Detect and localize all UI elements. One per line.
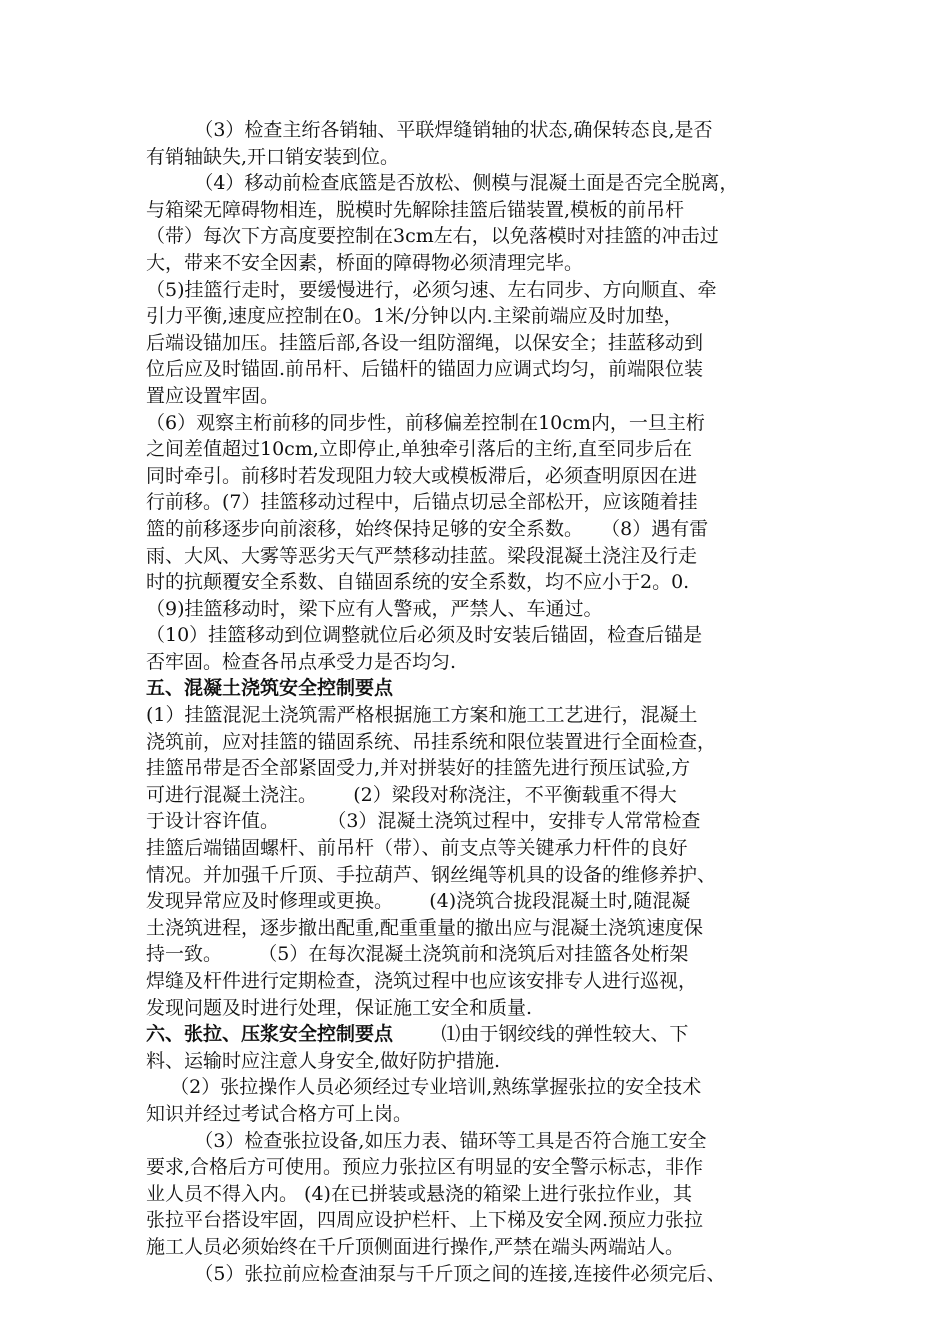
text-line: （3）检查张拉设备,如压力表、锚环等工具是否符合施工安全 (146, 1129, 707, 1152)
text-line: （5）张拉前应检查油泵与千斤顶之间的连接,连接件必须完后、 (146, 1262, 726, 1285)
text-line: 于设计容许值。 （3）混凝土浇筑过程中，安排专人常常检查 (146, 810, 701, 833)
text-line: 张拉平台搭设牢固，四周应设护栏杆、上下梯及安全网.预应力张拉 (146, 1209, 704, 1232)
section-heading: 六、张拉、压浆安全控制要点 (146, 1023, 394, 1046)
text-line: （10）挂篮移动到位调整就位后必须及时安装后锚固，检查后锚是 (146, 624, 703, 647)
text-line: （3）检查主绗各销轴、平联焊缝销轴的状态,确保转态良,是否 (146, 119, 713, 141)
text-line: （2）张拉操作人员必须经过专业培训,熟练掌握张拉的安全技术 (146, 1076, 702, 1099)
text-run: ⑴由于钢绞线的弹性较大、下 (393, 1023, 689, 1046)
text-line: （9)挂篮移动时，梁下应有人警戒，严禁人、车通过。 (146, 597, 603, 620)
text-line: （4）移动前检查底篮是否放松、侧模与混凝土面是否完全脱离， (146, 172, 739, 195)
text-line (146, 1021, 810, 1048)
text-line: 知识并经过考试合格方可上岗。 (146, 1102, 413, 1125)
text-line: （带）每次下方高度要控制在3cm左右，以免落模时对挂篮的冲击过 (146, 225, 719, 248)
text-line: 大，带来不安全因素，桥面的障碍物必须清理完毕。 (146, 251, 584, 274)
text-line: 雨、大风、大雾等恶劣天气严禁移动挂蓝。梁段混凝土浇注及行走 (146, 544, 698, 567)
text-line: 持一致。 （5）在每次混凝土浇筑前和浇筑后对挂篮各处桁架 (146, 943, 689, 966)
text-line: （5)挂篮行走时，要缓慢进行，必须匀速、左右同步、方向顺直、牵 (146, 278, 717, 301)
text-line: 土浇筑进程，逐步撤出配重,配重重量的撤出应与混凝土浇筑速度保 (146, 916, 704, 939)
text-line: 后端设锚加压。挂篮后部,各设一组防溜绳，以保安全；挂蓝移动到 (146, 331, 704, 354)
section-heading: 五、混凝土浇筑安全控制要点 (146, 677, 394, 700)
text-line: 有销轴缺失,开口销安装到位。 (146, 145, 400, 168)
text-line: 发现问题及时进行处理，保证施工安全和质量. (146, 996, 533, 1019)
text-line: 料、运输时应注意人身安全,做好防护措施. (146, 1049, 501, 1072)
text-line: 与箱梁无障碍物相连，脱模时先解除挂篮后锚装置,模板的前吊杆 (146, 198, 685, 221)
text-line: 位后应及时锚固.前吊杆、后锚杆的锚固力应调式均匀，前端限位装 (146, 358, 704, 381)
text-line: 要求,合格后方可使用。预应力张拉区有明显的安全警示标志，非作 (146, 1156, 704, 1179)
text-line: 发现异常应及时修理或更换。 (4)浇筑合拢段混凝土时,随混凝 (146, 890, 691, 913)
text-line: 之间差值超过10cm,立即停止,单独牵引落后的主绗,直至同步后在 (146, 438, 692, 461)
text-line: 行前移。(7）挂篮移动过程中，后锚点切忌全部松开，应该随着挂 (146, 491, 698, 514)
text-line: 引力平衡,速度应控制在0。1米/分钟以内.主梁前端应及时加垫， (146, 305, 683, 328)
text-line: 篮的前移逐步向前滚移，始终保持足够的安全系数。 （8）遇有雷 (146, 517, 709, 540)
text-line: 同时牵引。前移时若发现阻力较大或模板滞后，必须查明原因在进 (146, 464, 698, 487)
text-line: 可进行混凝土浇注。 (2）梁段对称浇注，不平衡载重不得大 (146, 783, 677, 806)
text-line: (1）挂篮混泥土浇筑需严格根据施工方案和施工工艺进行，混凝土 (146, 704, 698, 727)
text-line: 焊缝及杆件进行定期检查，浇筑过程中也应该安排专人进行巡视， (146, 970, 698, 992)
text-line: 业人员不得入内。 (4)在已拼装或悬浇的箱梁上进行张拉作业，其 (146, 1182, 692, 1205)
text-line: 情况。并加强千斤顶、手拉葫芦、钢丝绳等机具的设备的维修养护、 (146, 863, 717, 886)
text-line: 否牢固。检查各吊点承受力是否均匀. (146, 650, 457, 673)
text-line: 时的抗颠覆安全系数、自锚固系统的安全系数，均不应小于2。0. (146, 571, 690, 594)
text-line: （6）观察主桁前移的同步性，前移偏差控制在10cm内，一旦主桁 (146, 411, 705, 434)
document-page (146, 117, 810, 1287)
text-line: 挂篮后端锚固螺杆、前吊杆（带）、前支点等关键承力杆件的良好 (146, 837, 688, 860)
text-line: 挂篮吊带是否全部紧固受力,并对拼装好的挂篮先进行预压试验,方 (146, 757, 691, 780)
text-line: 浇筑前，应对挂篮的锚固系统、吊挂系统和限位装置进行全面检查， (146, 730, 717, 753)
text-line: 施工人员必须始终在千斤顶侧面进行操作,严禁在端头两端站人。 (146, 1235, 685, 1258)
text-line: 置应设置牢固。 (146, 384, 280, 407)
